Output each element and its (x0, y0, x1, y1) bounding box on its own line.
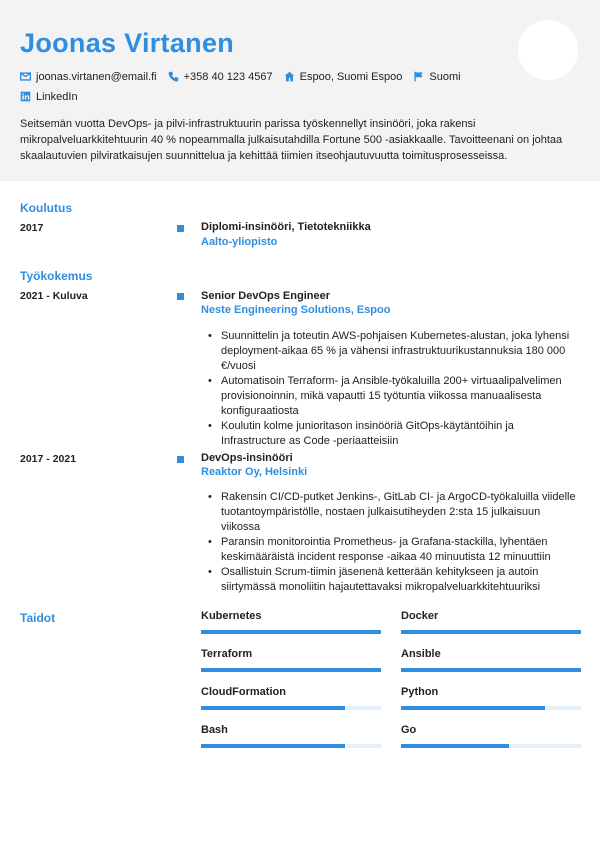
skill-item (201, 686, 381, 710)
skill-bar-track (401, 706, 581, 710)
contact-country-text: Suomi (429, 70, 461, 83)
skill-bar-fill (401, 668, 581, 672)
timeline-marker (177, 225, 184, 232)
contact-row (20, 68, 540, 85)
skill-bar-track (401, 630, 581, 634)
skill-bar-fill (201, 630, 381, 634)
skill-bar-track (201, 630, 381, 634)
contact-email-text: joonas.virtanen@email.fi (36, 70, 157, 83)
section-title-skills: Taidot (20, 611, 56, 625)
skill-bar-track (401, 744, 581, 748)
contact-row (20, 88, 540, 105)
skill-name: Python (401, 686, 439, 698)
skill-item (401, 686, 581, 710)
skill-bar-fill (201, 706, 345, 710)
skill-name: Docker (401, 610, 439, 622)
list-item: • Suunnittelin ja toteutin AWS-pohjaisen Kubernetes-alustan, joka lyhensi deployment-aikaa 65 % ja vähensi infrastruktuurikustannuksia 180 000 €/vuosi (221, 329, 581, 374)
skill-bar-track (401, 668, 581, 672)
skill-bar-fill (401, 706, 545, 710)
skill-name: CloudFormation (201, 686, 286, 698)
skill-name: Kubernetes (201, 610, 262, 622)
skill-name: Go (401, 724, 417, 736)
education-date: 2017 (20, 222, 44, 234)
list-item: • Automatisoin Terraform- ja Ansible-työkaluilla 200+ virtuaalipalvelimen provisionoinnin, mikä vapautti 15 työtuntia viikossa manuaalisesta konfiguraatiosta (221, 374, 581, 419)
education-school: Aalto-yliopisto (201, 236, 278, 248)
list-item: • Rakensin CI/CD-putket Jenkins-, GitLab CI- ja ArgoCD-työkaluilla viidelle tuotantoympäristölle, nostaen julkaisutiheyden 2:sta 15 julkaisuun viikossa (221, 490, 581, 535)
list-item: • Osallistuin Scrum-tiimin jäsenenä ketterään kehitykseen ja autoin siirtymässä monoliitin hajautettavaksi mikropalveluarkkitehtuuriksi (221, 565, 581, 595)
experience-role: Senior DevOps Engineer (201, 290, 330, 302)
profile-summary: Seitsemän vuotta DevOps- ja pilvi-infrastruktuurin parissa työskennellyt insinööri, joka rakensi mikropalveluarkkitehtuurin 40 % nopeammalla julkaisutahdilla Fortune 500 -asiakkaalle. Tavoitteenani on johtaa skaalautuvien pilviratkaisujen suunnittelua ja kehittää tiimien itseohjautuvuutta toimitusprosesseissa. (20, 118, 563, 162)
home-icon (284, 71, 295, 82)
education-degree: Diplomi-insinööri, Tietotekniikka (201, 221, 371, 233)
experience-date: 2021 - Kuluva (20, 290, 88, 302)
skill-item (401, 610, 581, 634)
timeline-marker (177, 293, 184, 300)
skill-name: Ansible (401, 648, 441, 660)
list-item: • Koulutin kolme junioritason insinööriä GitOps-käytäntöihin ja Infrastructure as Code -periaatteisiin (221, 419, 581, 449)
experience-date: 2017 - 2021 (20, 453, 77, 465)
experience-role: DevOps-insinööri (201, 452, 293, 464)
skill-name: Bash (201, 724, 228, 736)
contact-phone-text: +358 40 123 4567 (183, 70, 273, 83)
contact-list (20, 68, 540, 108)
linkedin-icon (20, 91, 31, 102)
phone-icon (168, 71, 179, 82)
contact-phone[interactable] (168, 71, 273, 83)
contact-email[interactable] (20, 71, 157, 83)
contact-address (284, 71, 403, 83)
skill-bar-fill (201, 668, 381, 672)
contact-linkedin-text: LinkedIn (36, 90, 78, 103)
section-title-experience: Työkokemus (20, 269, 93, 283)
skill-bar-track (201, 744, 381, 748)
section-title-education: Koulutus (20, 201, 72, 215)
skill-bar-fill (401, 744, 509, 748)
list-item: • Paransin monitorointia Prometheus- ja Grafana-stackilla, lyhentäen keskimääräistä incident response -aikaa 40 minuutista 12 minuuttiin (221, 535, 581, 565)
skill-item (201, 610, 381, 634)
experience-achievements (221, 490, 581, 595)
timeline-marker (177, 456, 184, 463)
candidate-name: Joonas Virtanen (20, 28, 235, 58)
skill-name: Terraform (201, 648, 253, 660)
skill-bar-fill (201, 744, 345, 748)
skill-bar-track (201, 668, 381, 672)
skill-item (401, 724, 581, 748)
skill-item (201, 648, 381, 672)
contact-address-text: Espoo, Suomi Espoo (299, 70, 403, 83)
skill-item (201, 724, 381, 748)
contact-linkedin[interactable] (20, 91, 78, 103)
flag-icon (413, 71, 424, 82)
experience-company: Neste Engineering Solutions, Espoo (201, 304, 391, 316)
experience-company: Reaktor Oy, Helsinki (201, 466, 308, 478)
skill-item (401, 648, 581, 672)
contact-country (413, 71, 460, 83)
experience-achievements (221, 329, 581, 449)
skill-bar-fill (401, 630, 581, 634)
header-band (0, 0, 600, 181)
skill-bar-track (201, 706, 381, 710)
envelope-icon (20, 71, 31, 82)
